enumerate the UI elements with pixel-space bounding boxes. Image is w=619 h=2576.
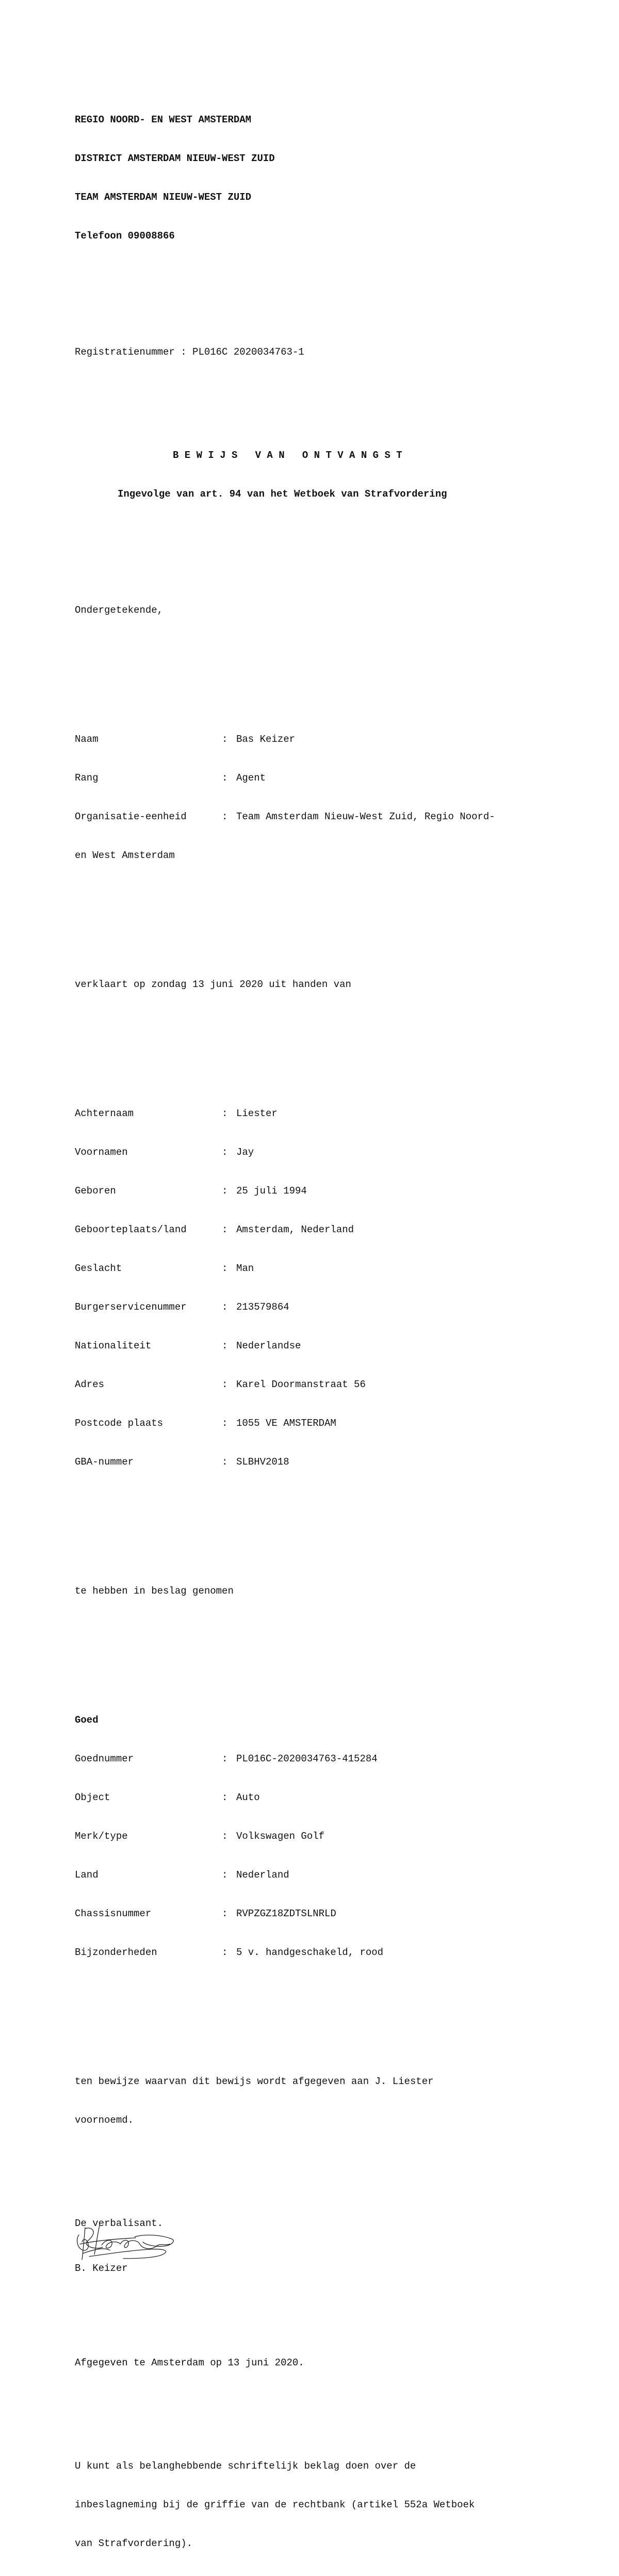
field-label: Achternaam: [75, 1108, 134, 1119]
goods-row: [75, 1869, 591, 1882]
field-colon: :: [222, 1340, 228, 1351]
field-value: SLBHV2018: [236, 1456, 289, 1468]
notice-line-3: van Strafvordering).: [75, 2538, 193, 2549]
field-colon: :: [222, 1869, 228, 1881]
field-colon: :: [222, 772, 228, 784]
field-label: Rang: [75, 772, 99, 784]
field-label: Land: [75, 1869, 99, 1881]
field-colon: :: [222, 1947, 228, 1958]
field-label: Organisatie-eenheid: [75, 811, 187, 822]
field-colon: :: [222, 1185, 228, 1197]
field-label: Geboren: [75, 1185, 116, 1197]
issued-text: Afgegeven te Amsterdam op 13 juni 2020.: [75, 2357, 304, 2368]
field-label: Bijzonderheden: [75, 1947, 157, 1958]
officer-details: [75, 707, 591, 888]
goods-row: [75, 1907, 591, 1920]
field-colon: :: [222, 734, 228, 745]
header-region: REGIO NOORD- EN WEST AMSTERDAM: [75, 114, 252, 125]
person-row: [75, 1223, 591, 1236]
field-label: Voornamen: [75, 1147, 128, 1158]
field-value: Bas Keizer: [236, 734, 296, 745]
field-label: Postcode plaats: [75, 1418, 164, 1429]
header-team: TEAM AMSTERDAM NIEUW-WEST ZUID: [75, 192, 252, 203]
field-colon: :: [222, 1831, 228, 1842]
signature-name: B. Keizer: [75, 2263, 128, 2274]
field-value: Nederland: [236, 1869, 289, 1881]
field-colon: :: [222, 1418, 228, 1429]
field-label: Nationaliteit: [75, 1340, 152, 1351]
field-value: Team Amsterdam Nieuw-West Zuid, Regio Noord-: [236, 811, 495, 822]
person-row: [75, 1146, 591, 1159]
field-label: GBA-nummer: [75, 1456, 134, 1468]
field-value: 1055 VE AMSTERDAM: [236, 1418, 336, 1429]
declaration-text: verklaart op zondag 13 juni 2020 uit handen van: [75, 979, 351, 990]
field-value: 5 v. handgeschakeld, rood: [236, 1947, 384, 1958]
field-label: Adres: [75, 1379, 105, 1390]
person-row: [75, 1107, 591, 1120]
field-value: PL016C-2020034763-415284: [236, 1753, 378, 1764]
proof-line-2: voornoemd.: [75, 2114, 134, 2126]
field-colon: :: [222, 1379, 228, 1390]
goods-row: [75, 1830, 591, 1843]
officer-row-organisatie: [75, 810, 591, 823]
field-value: Jay: [236, 1147, 254, 1158]
person-details: [75, 1082, 591, 1494]
field-value: Volkswagen Golf: [236, 1831, 325, 1842]
registration-number: Registratienummer : PL016C 2020034763-1: [75, 346, 304, 358]
document-page: [75, 75, 591, 2576]
notice-line-1: U kunt als belanghebbende schriftelijk beklag doen over de: [75, 2460, 416, 2472]
field-value: Nederlandse: [236, 1340, 301, 1351]
field-colon: :: [222, 1753, 228, 1764]
field-colon: :: [222, 1908, 228, 1919]
field-colon: :: [222, 811, 228, 822]
notice-line-2: inbeslagneming bij de griffie van de rechtbank (artikel 552a Wetboek: [75, 2499, 475, 2510]
field-colon: :: [222, 1301, 228, 1313]
field-colon: :: [222, 1147, 228, 1158]
signature-label: De verbalisant.: [75, 2218, 164, 2229]
header-phone: Telefoon 09008866: [75, 230, 175, 242]
person-row: [75, 1185, 591, 1198]
field-value: Karel Doormanstraat 56: [236, 1379, 366, 1390]
field-label: Geboorteplaats/land: [75, 1224, 187, 1235]
field-value: 25 juli 1994: [236, 1185, 307, 1197]
field-value: Liester: [236, 1108, 278, 1119]
goods-row: [75, 1946, 591, 1959]
person-row: [75, 1262, 591, 1275]
field-colon: :: [222, 1456, 228, 1468]
field-label: Geslacht: [75, 1263, 122, 1274]
field-label: Burgerservicenummer: [75, 1301, 187, 1313]
field-value: Man: [236, 1263, 254, 1274]
field-value: RVPZGZ18ZDTSLNRLD: [236, 1908, 336, 1919]
person-row: [75, 1301, 591, 1314]
field-colon: :: [222, 1263, 228, 1274]
officer-row-rang: [75, 772, 591, 785]
field-colon: :: [222, 1224, 228, 1235]
field-value: Agent: [236, 772, 266, 784]
field-value: Amsterdam, Nederland: [236, 1224, 354, 1235]
goods-row: [75, 1753, 591, 1766]
field-value: 213579864: [236, 1301, 289, 1313]
header-district: DISTRICT AMSTERDAM NIEUW-WEST ZUID: [75, 153, 275, 164]
officer-org-continuation: en West Amsterdam: [75, 850, 175, 861]
goods-heading: Goed: [75, 1714, 99, 1726]
field-value: Auto: [236, 1792, 260, 1803]
signature-block: [75, 2217, 591, 2274]
intro-text: Ondergetekende,: [75, 605, 164, 616]
officer-row-naam: [75, 733, 591, 746]
person-row: [75, 1378, 591, 1391]
proof-line-1: ten bewijze waarvan dit bewijs wordt afgegeven aan J. Liester: [75, 2076, 434, 2087]
handwritten-signature: [74, 2223, 177, 2264]
field-label: Naam: [75, 734, 99, 745]
field-label: Merk/type: [75, 1831, 128, 1842]
field-label: Object: [75, 1792, 110, 1803]
person-row: [75, 1417, 591, 1430]
person-row: [75, 1456, 591, 1469]
field-colon: :: [222, 1792, 228, 1803]
field-label: Goednummer: [75, 1753, 134, 1764]
document-title: B E W I J S V A N O N T V A N G S T: [173, 450, 402, 461]
seized-text: te hebben in beslag genomen: [75, 1585, 234, 1597]
document-subtitle: Ingevolge van art. 94 van het Wetboek van Strafvordering: [118, 488, 447, 500]
goods-row: [75, 1791, 591, 1804]
person-row: [75, 1340, 591, 1353]
field-label: Chassisnummer: [75, 1908, 152, 1919]
goods-details: [75, 1688, 591, 1985]
field-colon: :: [222, 1108, 228, 1119]
